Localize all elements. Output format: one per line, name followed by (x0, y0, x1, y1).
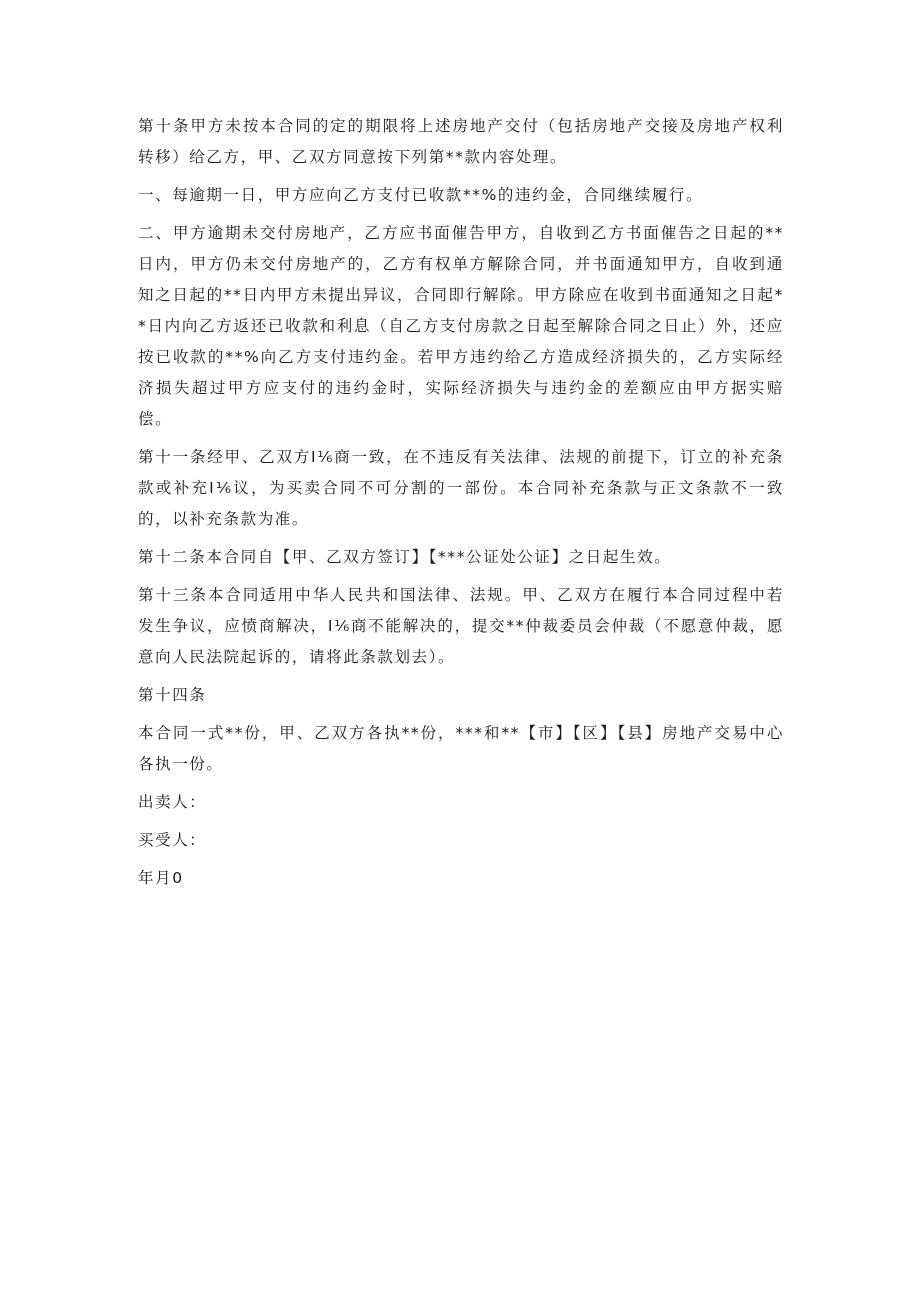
article-10-clause-2: 二、甲方逾期未交付房地产，乙方应书面催告甲方，自收到乙方书面催告之日起的**日内，甲方仍未交付房地产的，乙方有权单方解除合同，并书面通知甲方，自收到通知之日起的**日内甲方未提出异议，合同即行解除。甲方除应在收到书面通知之日起**日内向乙方返还已收款和利息（自乙方支付房款之日起至解除合同之日止）外，还应按已收款的**%向乙方支付违约金。若甲方违约给乙方造成经济损失的，乙方实际经济损失超过甲方应支付的违约金时，实际经济损失与违约金的差额应由甲方据实赔偿。 (138, 224, 784, 428)
seller-signature-line: 出卖人： (138, 793, 207, 811)
buyer-signature-line: 买受人： (138, 831, 207, 849)
article-10-paragraph: 第十条甲方未按本合同的定的期限将上述房地产交付（包括房地产交接及房地产权利转移）给乙方，甲、乙双方同意按下列第**款内容处理。 (138, 117, 784, 166)
article-13-paragraph: 第十三条本合同适用中华人民共和国法律、法规。甲、乙双方在履行本合同过程中若发生争议，应愤商解决，I⅙商不能解决的，提交**仲裁委员会仲裁（不愿意仲裁，愿意向人民法院起诉的，请将此条款划去）。 (138, 586, 784, 666)
date-line: 年月0 (138, 869, 184, 887)
article-14-paragraph: 本合同一式**份，甲、乙双方各执**份，***和**【市】【区】【县】房地产交易中心各执一份。 (138, 724, 784, 773)
article-10-clause-1: 一、每逾期一日，甲方应向乙方支付已收款**%的违约金，合同继续履行。 (138, 186, 704, 204)
contract-body (138, 111, 784, 901)
article-14-heading: 第十四条 (138, 686, 207, 704)
article-11-paragraph: 第十一条经甲、乙双方I⅙商一致，在不违反有关法律、法规的前提下，订立的补充条款或补充I⅙议，为买卖合同不可分割的一部份。本合同补充条款与正文条款不一致的，以补充条款为准。 (138, 448, 784, 528)
article-12-paragraph: 第十二条本合同自【甲、乙双方签订】【***公证处公证】之日起生效。 (138, 548, 672, 566)
